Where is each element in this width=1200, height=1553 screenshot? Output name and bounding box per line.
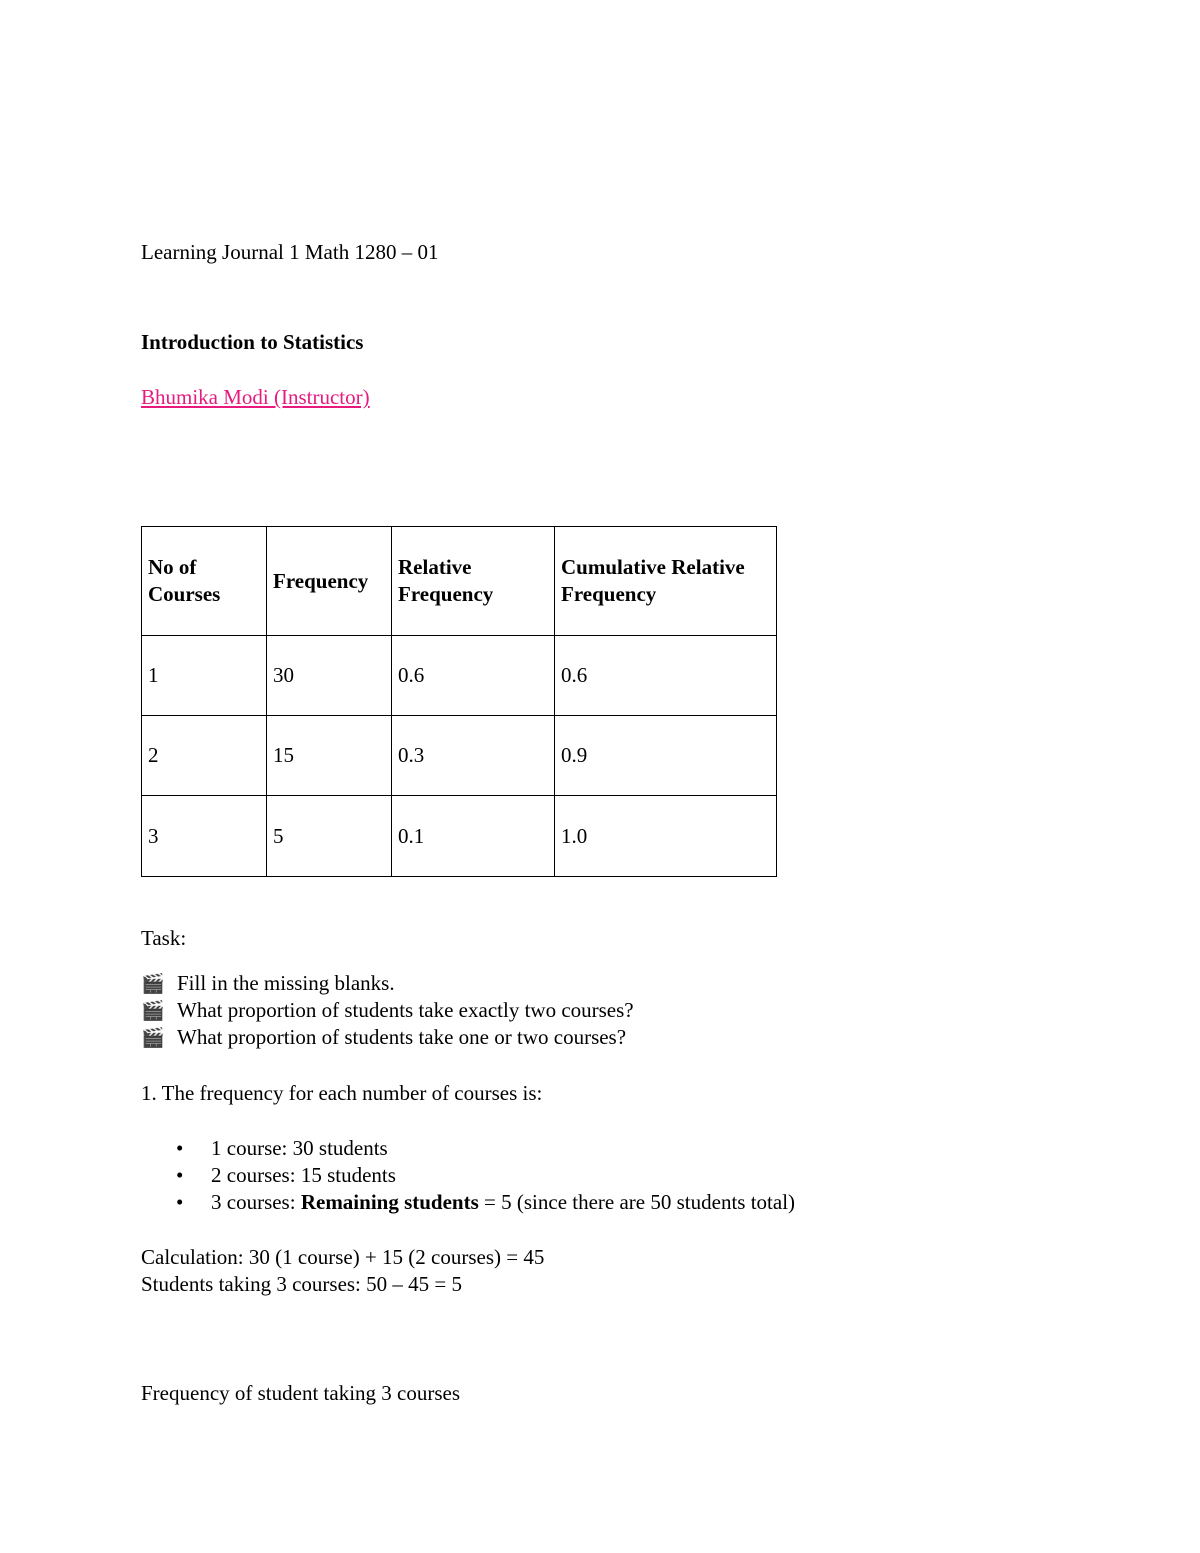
header-line: Cumulative Relative (561, 555, 745, 579)
table-cell: 2 (142, 716, 267, 796)
table-cell: 5 (267, 796, 392, 877)
bullet-icon: • (176, 1190, 184, 1214)
table-header-row (142, 527, 777, 636)
task-item (141, 997, 634, 1025)
task-item-text: Fill in the missing blanks. (177, 971, 395, 995)
header-line: Frequency (273, 568, 369, 593)
table-cell: 30 (267, 636, 392, 716)
task-item-text: What proportion of students take exactly two courses? (177, 998, 634, 1022)
course-title: Introduction to Statistics (141, 330, 364, 354)
table-cell: 0.1 (392, 796, 555, 877)
header-line: Relative (398, 555, 472, 579)
clapperboard-icon: 🎬 (141, 1001, 165, 1022)
header-line: Frequency (561, 582, 657, 606)
header-frequency (267, 527, 392, 636)
clapperboard-icon: 🎬 (141, 1028, 165, 1049)
answer-intro: 1. The frequency for each number of courses is: (141, 1081, 543, 1105)
table-row (142, 636, 777, 716)
header-line: No of (148, 555, 197, 579)
journal-title: Learning Journal 1 Math 1280 – 01 (141, 240, 439, 264)
list-item-suffix: = 5 (since there are 50 students total) (478, 1190, 796, 1214)
instructor-link[interactable]: Bhumika Modi (Instructor) (141, 385, 370, 409)
table-cell: 1.0 (555, 796, 777, 877)
bullet-icon: • (176, 1136, 184, 1160)
table-cell: 0.6 (555, 636, 777, 716)
list-item-text: 2 courses: 15 students (211, 1163, 396, 1187)
list-item-prefix: 3 courses: (211, 1190, 301, 1214)
header-line: Courses (148, 582, 221, 606)
table-row (142, 796, 777, 877)
header-line: Frequency (398, 582, 494, 606)
calculation-line: Calculation: 30 (1 course) + 15 (2 courses) = 45 (141, 1245, 545, 1269)
table-cell: 1 (142, 636, 267, 716)
list-item (141, 1162, 396, 1189)
list-item (141, 1189, 795, 1216)
header-no-of-courses (142, 527, 267, 636)
header-relative-frequency (392, 527, 555, 636)
header-cumulative-relative-frequency (555, 527, 777, 636)
task-label: Task: (141, 926, 187, 950)
table-row (142, 716, 777, 796)
calculation-line: Students taking 3 courses: 50 – 45 = 5 (141, 1272, 462, 1296)
task-item (141, 970, 395, 998)
table-cell: 0.3 (392, 716, 555, 796)
table-cell: 15 (267, 716, 392, 796)
footer-line: Frequency of student taking 3 courses (141, 1381, 461, 1405)
list-item-text: 1 course: 30 students (211, 1136, 388, 1160)
bullet-icon: • (176, 1163, 184, 1187)
table-cell: 0.6 (392, 636, 555, 716)
task-item-text: What proportion of students take one or two courses? (177, 1025, 627, 1049)
task-item (141, 1024, 626, 1052)
clapperboard-icon: 🎬 (141, 974, 165, 995)
table-cell: 0.9 (555, 716, 777, 796)
list-item-bold: Remaining students (300, 1190, 479, 1214)
table-cell: 3 (142, 796, 267, 877)
frequency-table (141, 526, 777, 877)
list-item (141, 1135, 388, 1162)
